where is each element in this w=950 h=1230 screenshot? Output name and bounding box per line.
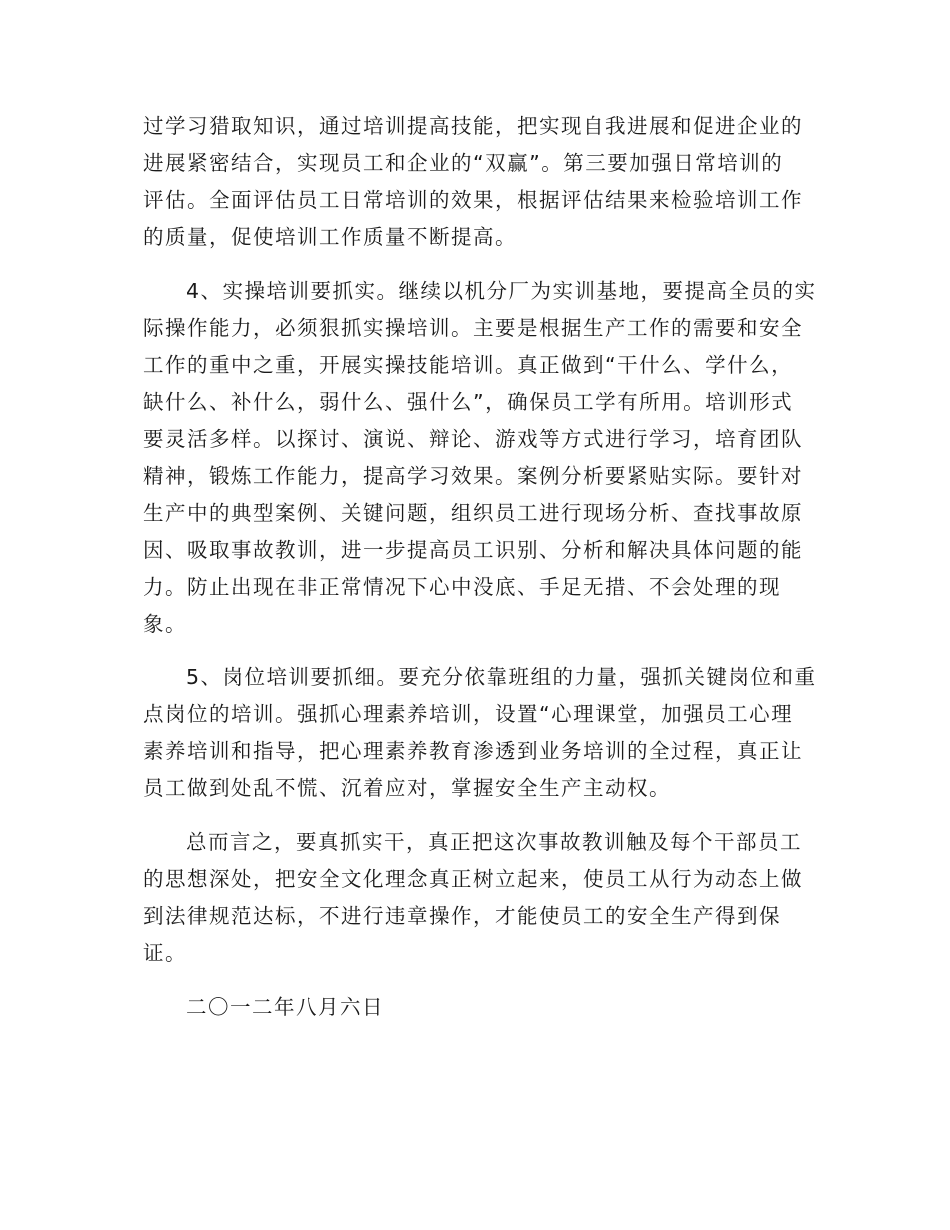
paragraph-1-line-3: 评估。全面评估员工日常培训的效果，根据评估结果来检验培训工作	[143, 188, 803, 212]
paragraph-2-line-1: 4、实操培训要抓实。继续以机分厂为实训基地，要提高全员的实	[186, 279, 817, 303]
paragraph-3-line-2: 点岗位的培训。强抓心理素养培训，设置“心理课堂，加强员工心理	[143, 702, 794, 726]
paragraph-3-line-1: 5、岗位培训要抓细。要充分依靠班组的力量，强抓关键岗位和重	[186, 665, 817, 689]
paragraph-3-line-3: 素养培训和指导，把心理素养教育渗透到业务培训的全过程，真正让	[143, 739, 803, 763]
document-date: 二〇一二年八月六日	[186, 995, 384, 1019]
paragraph-1-line-4: 的质量，促使培训工作质量不断提高。	[143, 225, 517, 249]
paragraph-2-line-2: 际操作能力，必须狠抓实操培训。主要是根据生产工作的需要和安全	[143, 316, 803, 340]
paragraph-3-line-4: 员工做到处乱不慌、沉着应对，掌握安全生产主动权。	[143, 776, 671, 800]
paragraph-1-line-2: 进展紧密结合，实现员工和企业的“双赢”。第三要加强日常培训的	[143, 151, 784, 175]
paragraph-2-line-9: 力。防止出现在非正常情况下心中没底、手足无措、不会处理的现	[143, 575, 781, 599]
paragraph-2-line-8: 因、吸取事故教训，进一步提高员工识别、分析和解决具体问题的能	[143, 538, 803, 562]
paragraph-2-line-10: 象。	[143, 612, 187, 636]
paragraph-1-line-1: 过学习猎取知识，通过培训提高技能，把实现自我进展和促进企业的	[143, 114, 803, 138]
paragraph-2-line-6: 精神，锻炼工作能力，提高学习效果。案例分析要紧贴实际。要针对	[143, 464, 803, 488]
paragraph-4-line-4: 证。	[143, 941, 187, 965]
paragraph-4-line-3: 到法律规范达标，不进行违章操作，才能使员工的安全生产得到保	[143, 904, 781, 928]
paragraph-4-line-1: 总而言之，要真抓实干，真正把这次事故教训触及每个干部员工	[186, 830, 802, 854]
paragraph-2-line-7: 生产中的典型案例、关键问题，组织员工进行现场分析、查找事故原	[143, 501, 803, 525]
paragraph-2-line-5: 要灵活多样。以探讨、演说、辩论、游戏等方式进行学习，培育团队	[143, 427, 803, 451]
paragraph-4-line-2: 的思想深处，把安全文化理念真正树立起来，使员工从行为动态上做	[143, 867, 803, 891]
paragraph-2-line-4: 缺什么、补什么，弱什么、强什么”，确保员工学有所用。培训形式	[143, 390, 794, 414]
paragraph-2-line-3: 工作的重中之重，开展实操技能培训。真正做到“干什么、学什么，	[143, 353, 794, 377]
